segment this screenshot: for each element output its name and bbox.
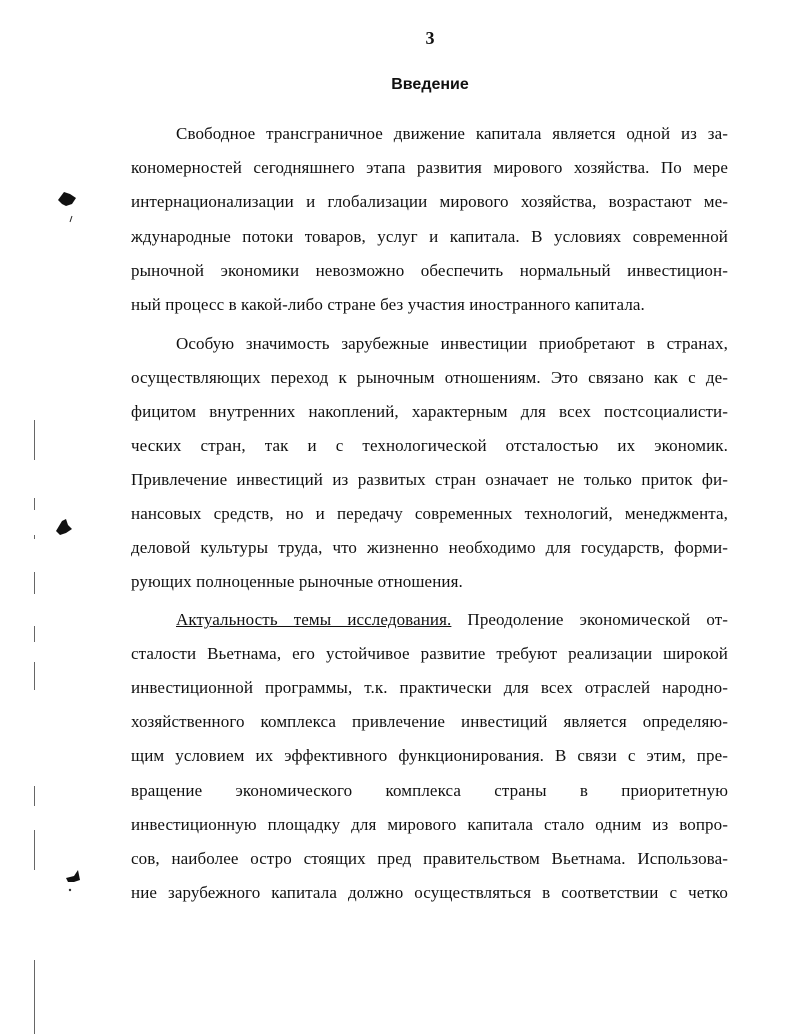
text-line: кономерностей сегодняшнего этапа развития мирового хозяйства. По мере <box>131 158 728 177</box>
text-line: вращение экономического комплекса страны в приоритетную <box>131 781 728 800</box>
scan-margin-line <box>34 626 35 642</box>
text-line: деловой культуры труда, что жизненно необходимо для государств, форми- <box>131 538 728 557</box>
text-line: хозяйственного комплекса привлечение инвестиций является определяю- <box>131 712 728 731</box>
text-line: Свободное трансграничное движение капитала является одной из за- <box>176 124 728 143</box>
text-line: инвестиционной программы, т.к. практически для всех отраслей народно- <box>131 678 728 697</box>
text-line: интернационализации и глобализации мирового хозяйства, возрастают ме- <box>131 192 728 211</box>
text-line: Особую значимость зарубежные инвестиции приобретают в странах, <box>176 334 728 353</box>
scan-margin-line <box>34 572 35 594</box>
scan-margin-line <box>34 786 35 806</box>
ink-blot-mark <box>54 515 76 539</box>
ink-blot-mark <box>64 868 84 894</box>
text-line: щим условием их эффективного функционирования. В связи с этим, пре- <box>131 746 728 765</box>
scan-margin-line <box>34 498 35 510</box>
text-line: ческих стран, так и с технологической отсталостью их экономик. <box>131 436 728 455</box>
scan-margin-line <box>34 960 35 1034</box>
relevance-lead: Актуальность темы исследования. <box>176 610 452 629</box>
text-line: сталости Вьетнама, его устойчивое развитие требуют реализации широкой <box>131 644 728 663</box>
text-line-with-underlined-lead <box>176 609 728 631</box>
scan-margin-line <box>34 420 35 460</box>
section-heading: Введение <box>391 76 469 93</box>
scan-margin-line <box>34 830 35 870</box>
text-line: ждународные потоки товаров, услуг и капитала. В условиях современной <box>131 227 728 246</box>
text-line: рыночной экономики невозможно обеспечить нормальный инвестицион- <box>131 261 728 280</box>
text-line: инвестиционную площадку для мирового капитала стало одним из вопро- <box>131 815 728 834</box>
page-number: 3 <box>425 28 435 48</box>
text-line: рующих полноценные рыночные отношения. <box>131 572 463 591</box>
text-line: осуществляющих переход к рыночным отношениям. Это связано как с де- <box>131 368 728 387</box>
text-line: ние зарубежного капитала должно осуществляться в соответствии с четко <box>131 883 728 902</box>
text-line: фицитом внутренних накоплений, характерным для всех постсоциалисти- <box>131 402 728 421</box>
scan-margin-line <box>34 535 35 539</box>
text-line: ный процесс в какой-либо стране без участия иностранного капитала. <box>131 295 645 314</box>
text-line: сов, наиболее остро стоящих пред правительством Вьетнама. Использова- <box>131 849 728 868</box>
text-line: нансовых средств, но и передачу современных технологий, менеджмента, <box>131 504 728 523</box>
ink-blot-mark <box>54 188 82 224</box>
scan-margin-line <box>34 662 35 690</box>
text-line-rest: Преодоление экономической от- <box>451 610 729 629</box>
text-line: Привлечение инвестиций из развитых стран означает не только приток фи- <box>131 470 728 489</box>
